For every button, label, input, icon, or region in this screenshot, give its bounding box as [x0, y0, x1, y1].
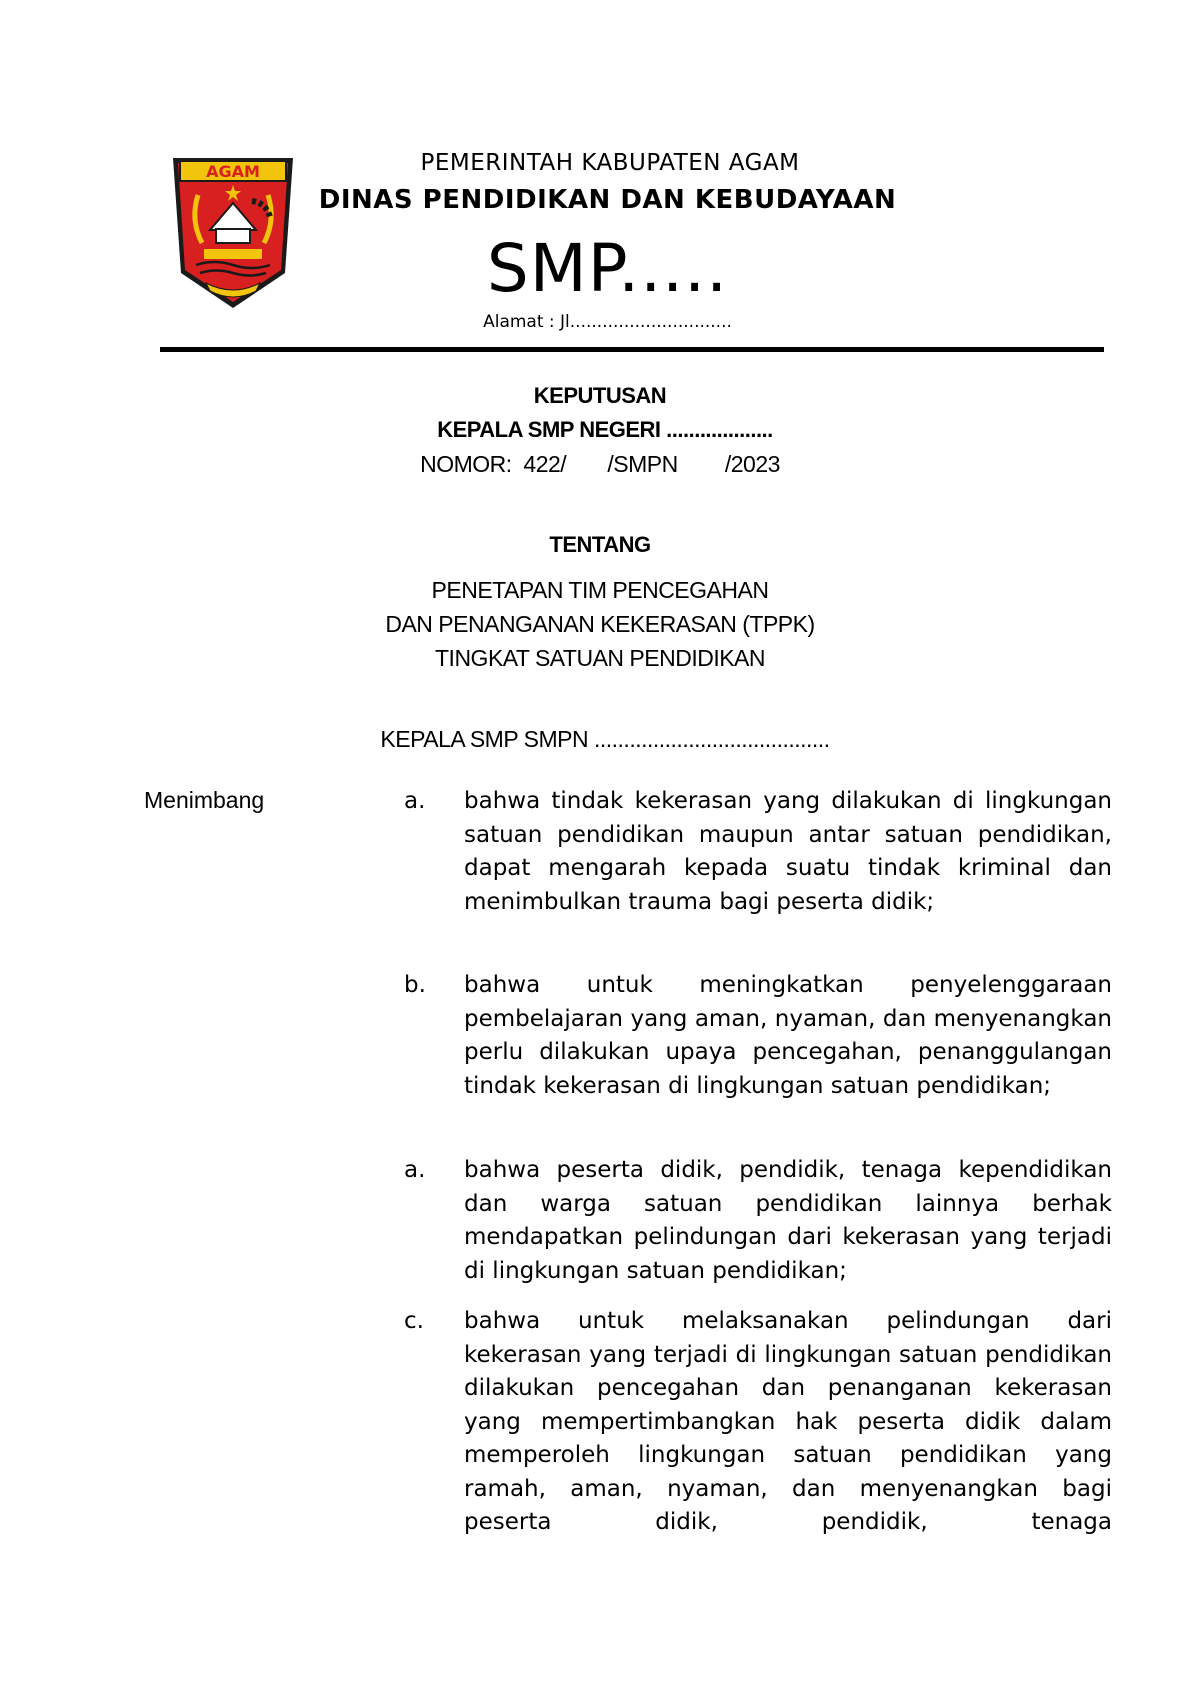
item-text: bahwa tindak kekerasan yang dilakukan di lingkungan satuan pendidikan maupun antar satuan pendidikan, dapat mengarah kepada suatu tindak kriminal dan menimbulkan trauma bagi peserta didik; — [464, 788, 1112, 915]
about-title: TENTANG — [549, 532, 651, 557]
logo-text: AGAM — [206, 162, 260, 181]
agency-name: DINAS PENDIDIKAN DAN KEBUDAYAAN — [318, 185, 897, 215]
school-name: SMP..... — [486, 230, 729, 307]
decision-title: KEPUTUSAN — [533, 383, 667, 408]
item-text: bahwa untuk melaksanakan pelindungan dari kekerasan yang terjadi di lingkungan satuan pendidikan dilakukan pencegahan dan penanganan kekerasan yang mempertimbangkan hak peserta didik dalam memperoleh lingkungan satuan pendidikan yang ramah, aman, nyaman, dan menyenangkan bagi peserta didik, pendidik, tenaga — [464, 1308, 1112, 1535]
subject-line: PENETAPAN TIM PENCEGAHAN — [431, 577, 769, 603]
item-marker: b. — [404, 972, 426, 998]
considering-item — [404, 969, 1112, 1139]
item-marker: a. — [404, 788, 426, 814]
letterhead-divider — [160, 347, 1104, 352]
considering-item — [404, 785, 1112, 955]
subject-line: DAN PENANGANAN KEKERASAN (TPPK) — [385, 611, 815, 637]
government-name: PEMERINTAH KABUPATEN AGAM — [420, 150, 800, 176]
considering-item — [404, 1305, 1112, 1545]
item-marker: c. — [404, 1308, 424, 1334]
subject-line: TINGKAT SATUAN PENDIDIKAN — [435, 645, 765, 671]
considering-label: Menimbang — [144, 787, 265, 813]
decision-head: KEPALA SMP NEGERI ................... — [437, 417, 773, 442]
item-marker: a. — [404, 1157, 426, 1183]
item-text: bahwa untuk meningkatkan penyelenggaraan pembelajaran yang aman, nyaman, dan menyenangkan perlu dilakukan upaya pencegahan, penanggulangan tindak kekerasan di lingkungan satuan pendidikan; — [464, 972, 1112, 1099]
issuer-line: KEPALA SMP SMPN ........................................ — [380, 726, 830, 752]
decision-number: NOMOR: 422/ /SMPN /2023 — [420, 451, 780, 477]
school-address: Alamat : Jl.............................. — [483, 312, 732, 332]
considering-item — [404, 1154, 1112, 1290]
item-text: bahwa peserta didik, pendidik, tenaga kependidikan dan warga satuan pendidikan lainnya berhak mendapatkan pelindungan dari kekerasan yang terjadi di lingkungan satuan pendidikan; — [464, 1157, 1112, 1284]
